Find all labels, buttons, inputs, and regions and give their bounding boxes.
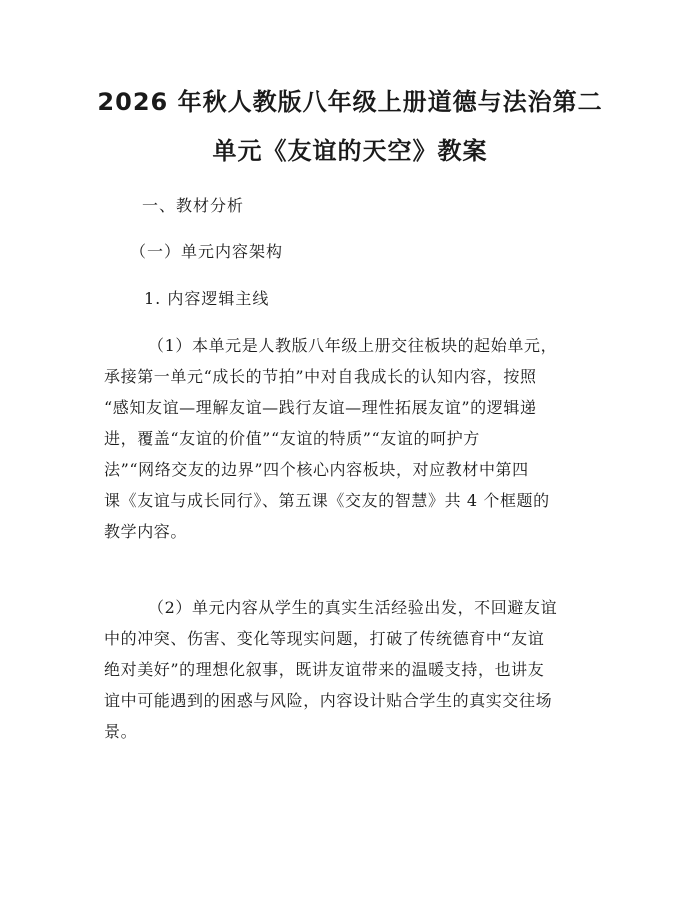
paragraph-1-line: 承接第一单元“成长的节拍”中对自我成长的认知内容，按照 [104,367,537,386]
paragraph-2-line: 景。 [104,722,138,741]
paragraph-1-line: “感知友谊—理解友谊—践行友谊—理性拓展友谊”的逻辑递 [104,398,537,417]
paragraph-1-line: 课《友谊与成长同行》、第五课《交友的智慧》共 4 个框题的 [104,491,550,510]
paragraph-2-line: 谊中可能遇到的困惑与风险，内容设计贴合学生的真实交往场 [104,691,553,710]
paragraph-2-line: （2）单元内容从学生的真实生活经验出发，不回避友谊 [148,598,558,617]
paragraph-1-line: 法”“网络交友的边界”四个核心内容板块，对应教材中第四 [104,460,529,479]
document-title-line-2: 单元《友谊的天空》教案 [212,137,488,165]
document-title-line-1: 2026 年秋人教版八年级上册道德与法治第二 [97,88,603,116]
paragraph-1-line: 进，覆盖“友谊的价值”“友谊的特质”“友谊的呵护方 [104,429,480,448]
paragraph-2-line: 绝对美好”的理想化叙事，既讲友谊带来的温暖支持，也讲友 [104,660,545,679]
subsection-heading-unit-content-structure: （一）单元内容架构 [130,242,284,261]
paragraph-2-line: 中的冲突、伤害、变化等现实问题，打破了传统德育中“友谊 [104,629,545,648]
paragraph-1-line: （1）本单元是人教版八年级上册交往板块的起始单元， [148,336,558,355]
paragraph-1-line: 教学内容。 [104,522,188,541]
section-heading-teaching-material-analysis: 一、教材分析 [142,196,245,215]
point-heading-content-logic-mainline: 1. 内容逻辑主线 [144,289,270,308]
